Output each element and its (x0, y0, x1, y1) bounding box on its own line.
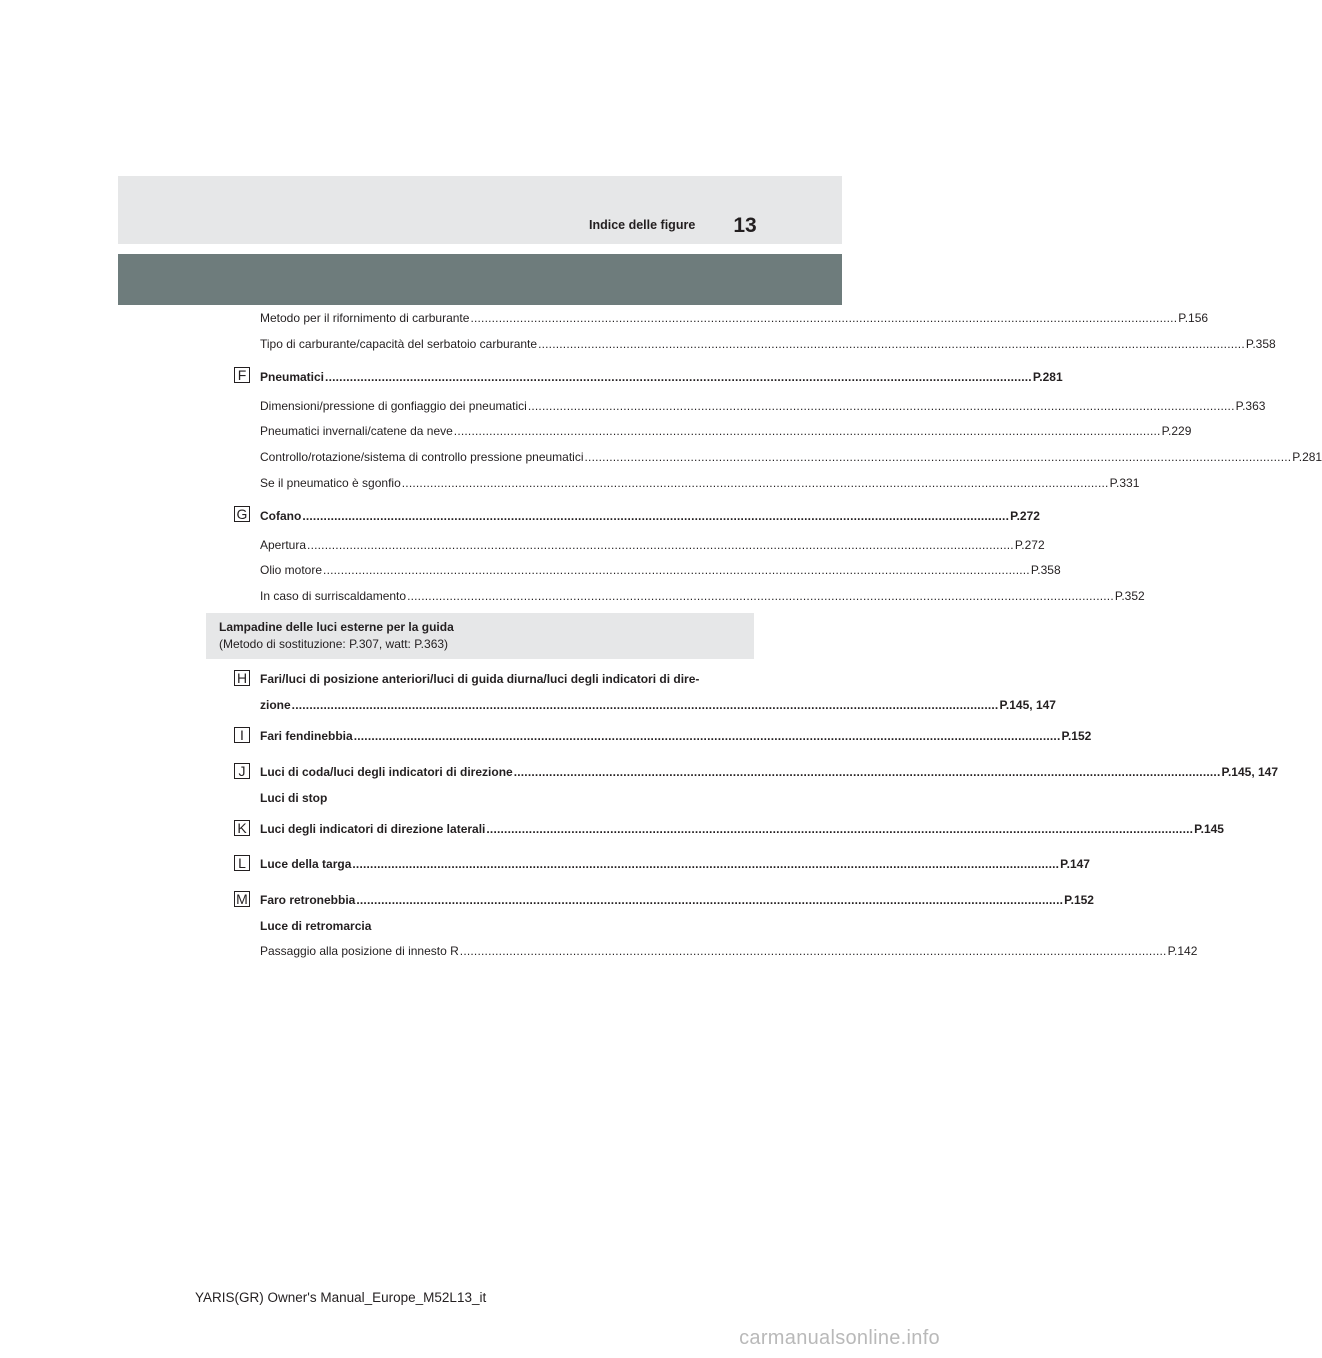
lamp-box-subtitle: (Metodo di sostituzione: P.307, watt: P.363) (219, 637, 449, 651)
toc-entry: Apertura ........................................................................................................................................................................................................ P.272 (260, 538, 1045, 552)
toc-entry-retronebbia: Faro retronebbia ........................................................................................................................................................................................................ P.152 (260, 893, 1094, 907)
toc-entry-fendinebbia: Fari fendinebbia ........................................................................................................................................................................................................ P.152 (260, 729, 1092, 743)
section-badge-i: I (234, 727, 250, 743)
section-badge-g: G (234, 506, 250, 522)
toc-entry: Dimensioni/pressione di gonfiaggio dei pneumatici ........................................................................................................................................................................................................ P.363 (260, 399, 1266, 413)
watermark: carmanualsonline.info (739, 1327, 940, 1349)
toc-entry: Controllo/rotazione/sistema di controllo pressione pneumatici ........................................................................................................................................................................................................ P.281 (260, 450, 1322, 464)
section-badge-f: F (234, 367, 250, 383)
toc-entry-pneumatici: Pneumatici ........................................................................................................................................................................................................ P.281 (260, 370, 1063, 384)
toc-entry: Tipo di carburante/capacità del serbatoio carburante ........................................................................................................................................................................................................ P.358 (260, 337, 1276, 351)
lamp-info-box (206, 613, 754, 659)
section-badge-l: L (234, 855, 250, 871)
toc-entry-luce-targa: Luce della targa ........................................................................................................................................................................................................ P.147 (260, 857, 1090, 871)
toc-entry-fari-line1: Fari/luci di posizione anteriori/luci di guida diurna/luci degli indicatori di dire- (260, 672, 700, 686)
toc-entry: Pneumatici invernali/catene da neve ........................................................................................................................................................................................................ P.229 (260, 424, 1192, 438)
section-badge-k: K (234, 820, 250, 836)
toc-entry-cofano: Cofano ........................................................................................................................................................................................................ P.272 (260, 509, 1040, 523)
section-badge-m: M (234, 891, 250, 907)
section-badge-j: J (234, 763, 250, 779)
section-title: Indice delle figure (589, 218, 696, 232)
toc-entry: Metodo per il rifornimento di carburante ........................................................................................................................................................................................................ P.156 (260, 311, 1209, 325)
toc-entry: Passaggio alla posizione di innesto R ........................................................................................................................................................................................................ P.142 (260, 944, 1198, 958)
toc-entry-fari: zione ........................................................................................................................................................................................................ P.145, 147 (260, 698, 1056, 712)
page-number: 13 (733, 214, 757, 237)
section-badge-h: H (234, 670, 250, 686)
toc-entry: In caso di surriscaldamento ........................................................................................................................................................................................................ P.352 (260, 589, 1145, 603)
footer-doc-id: YARIS(GR) Owner's Manual_Europe_M52L13_it (195, 1290, 487, 1305)
toc-entry-indicatori-laterali: Luci degli indicatori di direzione laterali ........................................................................................................................................................................................................ P.145 (260, 822, 1224, 836)
toc-entry: Se il pneumatico è sgonfio ........................................................................................................................................................................................................ P.331 (260, 476, 1140, 490)
toc-entry-luci-stop: Luci di stop (260, 791, 328, 805)
toc-entry-retromarcia: Luce di retromarcia (260, 919, 372, 933)
lamp-box-title: Lampadine delle luci esterne per la guida (219, 620, 454, 634)
toc-entry-luci-coda: Luci di coda/luci degli indicatori di direzione ........................................................................................................................................................................................................ P.145, 147 (260, 765, 1279, 779)
header-dark-band (118, 254, 842, 305)
toc-entry: Olio motore ........................................................................................................................................................................................................ P.358 (260, 563, 1061, 577)
